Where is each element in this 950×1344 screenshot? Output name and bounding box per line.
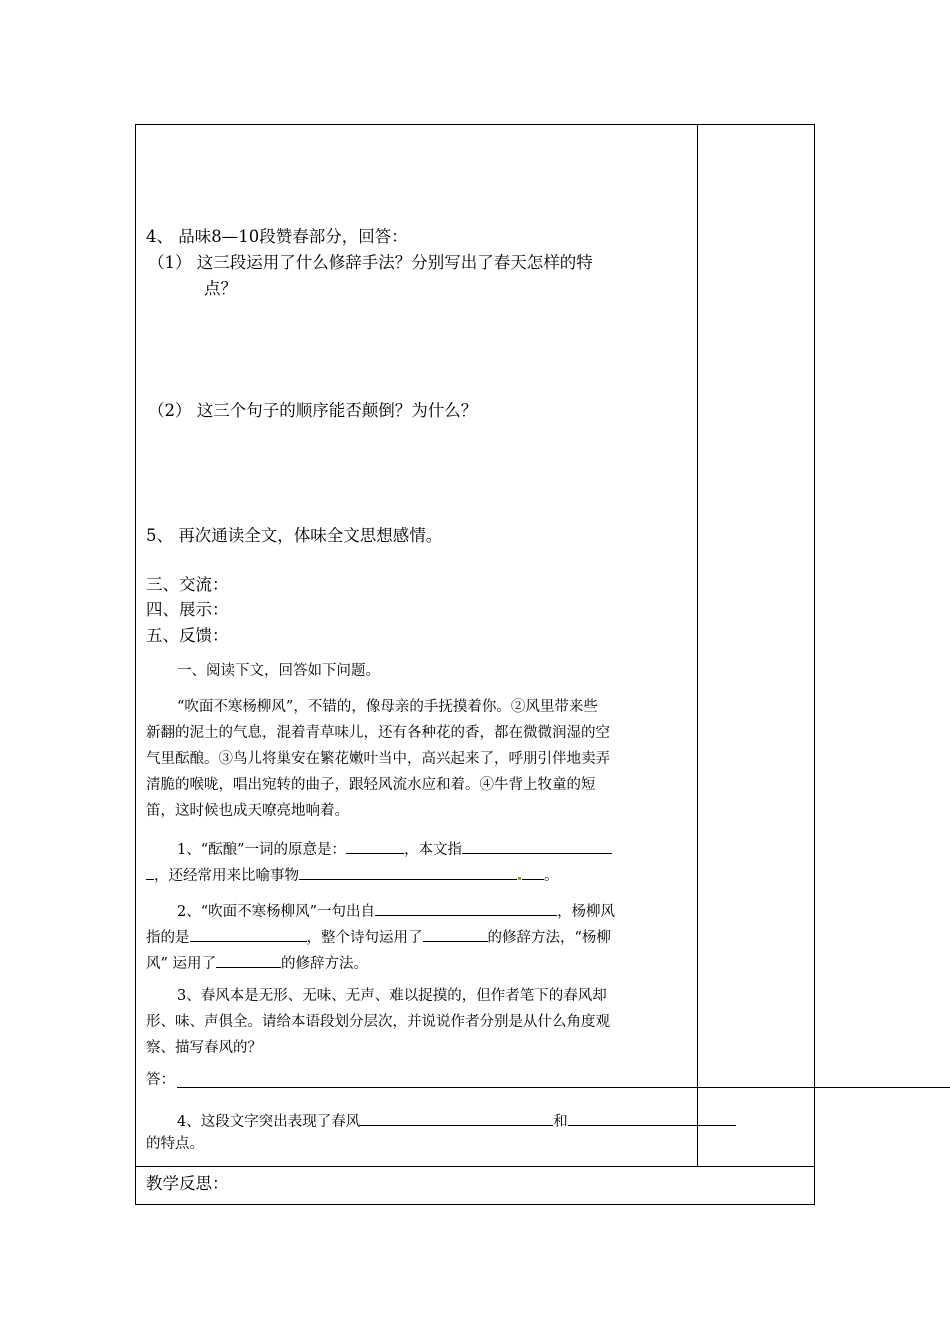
- passage-line-3: 气里酝酿。③鸟儿将巢安在繁花嫩叶当中，高兴起来了，呼朋引伴地卖弄: [146, 751, 610, 767]
- q1-text-a: 1、“酝酿”一词的原意是：: [177, 842, 347, 858]
- teaching-reflection-label: 教学反思：: [146, 1174, 229, 1193]
- question-3-line3: 察、描写春风的？: [146, 1040, 262, 1056]
- q4-text-b: 和: [553, 1114, 568, 1130]
- q1-text-b: ，本文指: [404, 842, 463, 858]
- passage-line-1: “吹面不寒杨柳风”，不错的，像母亲的手抚摸着你。②风里带来些: [177, 699, 598, 715]
- question-2-line1: [177, 901, 615, 920]
- q1-blank-2[interactable]: [462, 839, 612, 854]
- q1-blank-2-cont[interactable]: [146, 865, 154, 880]
- question-4-sub2: （2） 这三个句子的顺序能否颠倒？为什么？: [148, 401, 478, 420]
- q2-text-g: 的修辞方法。: [281, 956, 369, 972]
- q4-blank-2[interactable]: [568, 1111, 736, 1126]
- q1-blank-3-tail[interactable]: [522, 865, 544, 880]
- question-4-sub1-line2: 点？: [204, 279, 237, 298]
- q4-text-c: 的特点。: [146, 1136, 204, 1152]
- question-2-line2: [146, 927, 611, 946]
- q1-blank-1[interactable]: [346, 839, 404, 854]
- question-5: 5、 再次通读全文，体味全文思想感情。: [146, 526, 443, 545]
- q2-blank-4[interactable]: [216, 953, 281, 968]
- q4-text-a: 4、这段文字突出表现了春风: [177, 1114, 361, 1130]
- notes-column-divider: [697, 124, 698, 1167]
- q4-blank-1[interactable]: [360, 1111, 553, 1126]
- q2-blank-3[interactable]: [423, 927, 488, 942]
- section-display: 四、展示：: [146, 600, 229, 619]
- question-4-feedback-line2: [146, 1137, 204, 1152]
- q2-text-c: 指的是: [146, 930, 190, 946]
- question-3-line1: 3、春风本是无形、无味、无声、难以捉摸的，但作者笔下的春风却: [177, 988, 607, 1004]
- passage-line-2: 新翻的泥土的气息，混着青草味儿，还有各种花的香，都在微微润湿的空: [146, 725, 610, 741]
- q2-text-d: ，整个诗句运用了: [306, 930, 423, 946]
- q2-text-e: 的修辞方法，“杨柳: [487, 930, 611, 946]
- q1-text-d: 。: [544, 868, 559, 884]
- question-3-line2: 形、味、声俱全。请给本语段划分层次，并说说作者分别是从什么角度观: [146, 1014, 610, 1030]
- question-2-line3: [146, 953, 368, 972]
- question-4-sub1-line1: （1） 这三段运用了什么修辞手法？分别写出了春天怎样的特: [148, 253, 593, 272]
- q2-text-f: 风” 运用了: [146, 956, 217, 972]
- question-1-line2: [146, 865, 559, 884]
- answer-line[interactable]: [177, 1087, 950, 1088]
- reflection-row-divider: [135, 1166, 815, 1167]
- passage-line-5: 笛，这时候也成天嘹亮地响着。: [146, 803, 349, 819]
- question-1-line1: [177, 839, 612, 858]
- passage-line-4: 清脆的喉咙，唱出宛转的曲子，跟轻风流水应和着。④牛背上牧童的短: [146, 777, 596, 793]
- q2-blank-1[interactable]: [375, 901, 557, 916]
- q2-text-b: ，杨柳风: [557, 904, 616, 920]
- section-feedback: 五、反馈：: [146, 626, 229, 645]
- question-4-title: 4、 品味8—10段赞春部分，回答：: [146, 227, 408, 246]
- q2-text-a: 2、“吹面不寒杨柳风”一句出自: [177, 904, 376, 920]
- question-4-feedback-line1: [177, 1111, 736, 1130]
- q1-text-c: ，还经常用来比喻事物: [154, 868, 299, 884]
- section-exchange: 三、交流：: [146, 575, 229, 594]
- marker-dot: [518, 877, 521, 880]
- reading-intro: 一、阅读下文，回答如下问题。: [177, 663, 380, 679]
- q2-blank-2[interactable]: [190, 927, 307, 942]
- q1-blank-3[interactable]: [299, 865, 517, 880]
- answer-label: 答：: [146, 1072, 175, 1088]
